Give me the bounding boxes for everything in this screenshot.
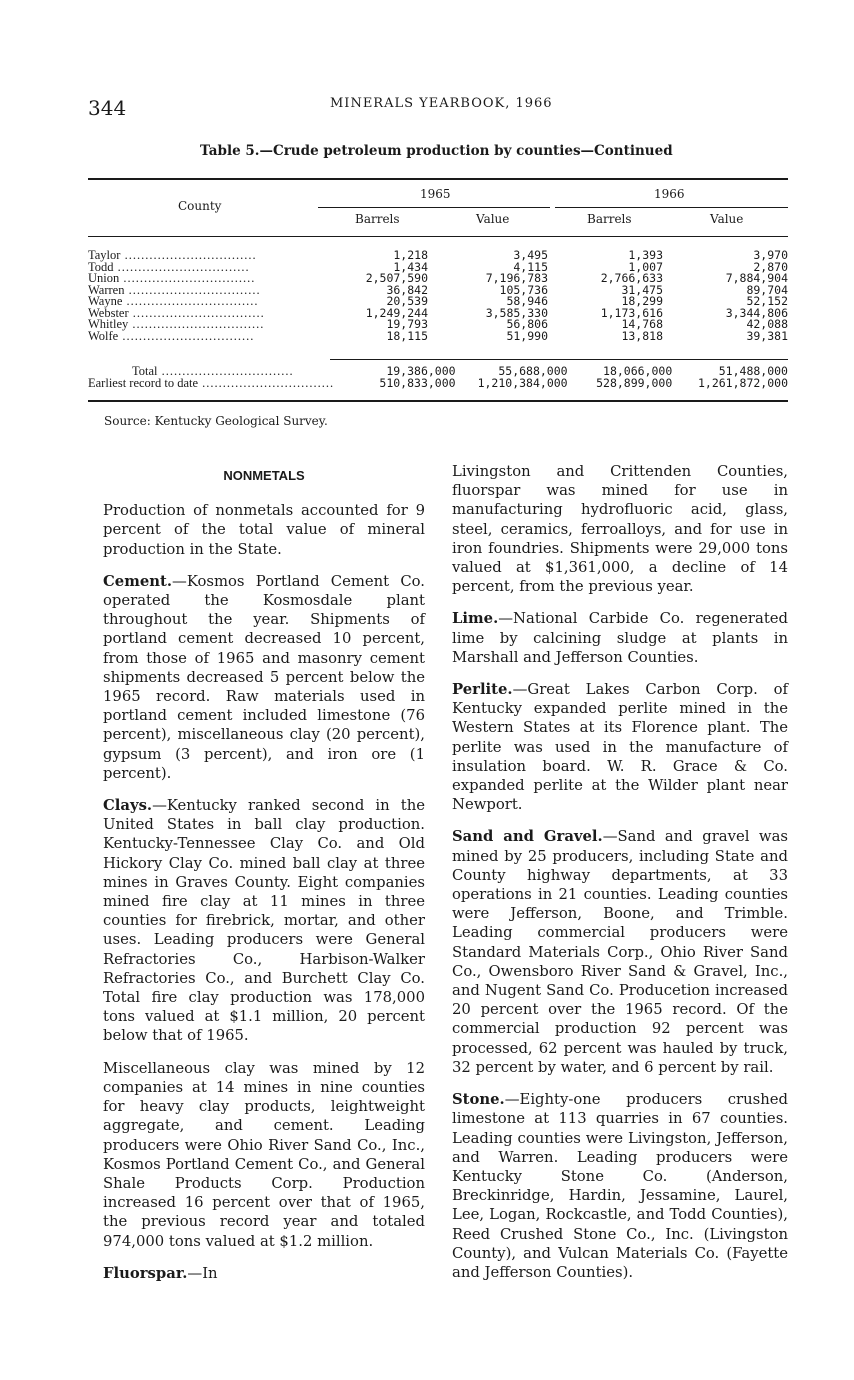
cell-barrels-1965: 36,842	[386, 282, 428, 297]
fluorspar-continuation: Livingston and Crittenden Counties, fluorspar was mined for use in manufacturing hydrofluoric acid, glass, steel, ceramics, ferroalloys, and for use in iron foundries. Shipments were 29,000 tons valued at $1,361,000, a decline of 14 percent, from the previous year.	[452, 463, 788, 596]
cement-run-in-head: Cement.	[103, 572, 173, 590]
cell-value-1966: 3,344,806	[725, 305, 788, 320]
col-header-county: County	[178, 199, 222, 213]
cell-barrels-1966: 1,393	[628, 248, 663, 262]
totals-table	[88, 366, 788, 389]
lime-run-in-head: Lime.	[452, 610, 499, 628]
clays-text: —Kentucky ranked second in the United States in ball clay production. Kentucky-Tennessee Clay Co. and Old Hickory Clay Co. mined ball clay at three mines in Graves County. Eight companies mined fire clay at 11 mines in three counties for firebrick, mortar, and other uses. Leading producers were General Refractories Co., Harbison-Walker Refractories Co., and Burchett Clay Co. Total fire clay production was 178,000 tons valued at $1.1 million, 20 percent below that of 1965.	[103, 797, 425, 1045]
cell-value-1966: 89,704	[746, 282, 788, 297]
stone-paragraph	[452, 1090, 788, 1282]
county-cell: Whitley .....	[88, 319, 328, 331]
table-title: Table 5.—Crude petroleum production by counties—Continued	[200, 143, 673, 159]
header-bottom-rule	[88, 236, 788, 237]
cell-barrels-1966: 18,299	[621, 294, 663, 308]
perlite-paragraph	[452, 680, 788, 814]
cell-value-1965: 4,115	[513, 259, 548, 274]
total-label: Total .....	[88, 366, 362, 378]
cell-value-1965: 3,495	[513, 248, 548, 262]
county-cell: Union .....	[88, 273, 328, 285]
cell-barrels-1966: 13,818	[621, 328, 663, 343]
col-header-barrels-1966: Barrels	[587, 212, 632, 226]
cell-value-1965: 58,946	[506, 294, 548, 308]
county-cell: Webster .....	[88, 308, 328, 320]
year-1966-rule	[555, 207, 788, 208]
cell-barrels-1965: 1,249,244	[365, 305, 428, 320]
production-table	[88, 250, 788, 342]
misc-clay-paragraph: Miscellaneous clay was mined by 12 companies at 14 mines in nine counties for heavy clay products, leightweight aggregate, and cement. Leading producers were Ohio River Sand Co., Inc., Kosmos Portland Cement Co., and General Shale Products Corp. Production increased 16 percent over that of 1965, the previous record year and totaled 974,000 tons valued at $1.2 million.	[103, 1059, 425, 1250]
cement-paragraph	[103, 572, 425, 783]
table-top-rule	[88, 178, 788, 180]
intro-paragraph: Production of nonmetals accounted for 9 percent of the total value of mineral production in the State.	[103, 502, 425, 558]
county-cell: Taylor .....	[88, 250, 328, 262]
earliest-record-row	[88, 378, 788, 390]
cell-barrels-1965: 510,833,000	[379, 375, 456, 390]
table-row	[88, 331, 788, 343]
section-heading-nonmetals: NONMETALS	[223, 468, 305, 483]
cell-value-1965: 1,210,384,000	[477, 375, 568, 390]
cell-barrels-1965: 18,115	[386, 328, 428, 343]
cell-barrels-1965: 2,507,590	[365, 271, 428, 285]
earliest-record-label: Earliest record to date .....	[88, 378, 362, 390]
cell-value-1965: 105,736	[499, 282, 548, 297]
perlite-text: —Great Lakes Carbon Corp. of Kentucky expanded perlite mined in the Western States at its Florence plant. The perlite was used in the manufacture of insulation board. W. R. Grace & Co. expanded perlite at the Wilder plant near Newport.	[452, 681, 788, 814]
sand-gravel-text: —Sand and gravel was mined by 25 producers, including State and County highway departments, at 33 operations in 21 counties. Leading counties were Jefferson, Boone, and Trimble. Leading commercial producers were Standard Materials Corp., Ohio River Sand Co., Owensboro River Sand & Gravel, Inc., and Nugent Sand Co. Producetion increased 20 percent over the 1965 record. Of the commercial production 92 percent was processed, 62 percent was hauled by truck, 32 percent by water, and 6 percent by rail.	[452, 828, 788, 1076]
cell-barrels-1966: 1,173,616	[600, 305, 663, 320]
cell-value-1965: 3,585,330	[485, 305, 548, 320]
cell-barrels-1966: 528,899,000	[596, 375, 673, 390]
col-header-barrels-1965: Barrels	[355, 212, 400, 226]
stone-text: —Eighty-one producers crushed limestone at 113 quarries in 67 counties. Leading counties were Livingston, Jefferson, and Warren. Leading producers were Kentucky Stone Co. (Anderson, Breckinridge, Hardin, Jessamine, Laurel, Lee, Logan, Rockcastle, and Todd Counties), Reed Crushed Stone Co., Inc. (Livingston County), and Vulcan Materials Co. (Fayette and Jefferson Counties).	[452, 1091, 788, 1281]
cell-value-1966: 52,152	[746, 294, 788, 308]
cell-barrels-1965: 1,218	[393, 248, 428, 262]
cement-text: —Kosmos Portland Cement Co. operated the Kosmosdale plant throughout the year. Shipments of portland cement decreased 10 percent, from those of 1965 and masonry cement shipments decreased 5 percent below the 1965 record. Raw materials used in portland cement included limestone (76 percent), miscellaneous clay (20 percent), gypsum (3 percent), and iron ore (1 percent).	[103, 572, 425, 782]
cell-barrels-1965: 20,539	[386, 294, 428, 308]
clays-run-in-head: Clays.	[103, 797, 153, 815]
cell-barrels-1965: 19,386,000	[386, 364, 456, 378]
cell-value-1966: 39,381	[746, 328, 788, 343]
cell-barrels-1966: 14,768	[621, 317, 663, 331]
stone-run-in-head: Stone.	[452, 1091, 505, 1109]
cell-value-1966: 2,870	[753, 259, 788, 274]
col-header-value-1966: Value	[710, 212, 744, 226]
right-text-column	[452, 462, 788, 1295]
cell-value-1966: 42,088	[746, 317, 788, 331]
cell-barrels-1965: 1,434	[393, 259, 428, 274]
totals-rule	[330, 359, 788, 360]
col-header-value-1965: Value	[476, 212, 510, 226]
cell-barrels-1965: 19,793	[386, 317, 428, 331]
sand-gravel-run-in-head: Sand and Gravel.	[452, 828, 603, 846]
cell-value-1966: 3,970	[753, 248, 788, 262]
cell-value-1966: 51,488,000	[718, 364, 788, 378]
cell-barrels-1966: 31,475	[621, 282, 663, 297]
fluorspar-text: —In	[187, 1264, 218, 1282]
clays-paragraph	[103, 796, 425, 1046]
fluorspar-paragraph	[103, 1264, 425, 1283]
sand-gravel-paragraph	[452, 827, 788, 1077]
county-cell: Wolfe .....	[88, 331, 328, 343]
lime-text: —National Carbide Co. regenerated lime by calcining sludge at plants in Marshall and Jefferson Counties.	[452, 610, 788, 666]
col-header-1966: 1966	[654, 187, 685, 201]
table-bottom-rule	[88, 400, 788, 402]
cell-barrels-1966: 2,766,633	[600, 271, 663, 285]
county-cell: Todd .....	[88, 262, 328, 274]
cell-value-1965: 51,990	[506, 328, 548, 343]
cell-value-1966: 1,261,872,000	[697, 375, 788, 390]
cell-value-1966: 7,884,904	[725, 271, 788, 285]
table-source-note: Source: Kentucky Geological Survey.	[104, 414, 328, 428]
cell-value-1965: 55,688,000	[498, 364, 568, 378]
perlite-run-in-head: Perlite.	[452, 681, 513, 699]
county-cell: Warren .....	[88, 285, 328, 297]
year-1965-rule	[318, 207, 550, 208]
lime-paragraph	[452, 609, 788, 667]
page-number: 344	[88, 96, 127, 120]
county-cell: Wayne .....	[88, 296, 328, 308]
col-header-1965: 1965	[420, 187, 451, 201]
cell-value-1965: 56,806	[506, 317, 548, 331]
cell-value-1965: 7,196,783	[485, 271, 548, 285]
running-title: MINERALS YEARBOOK, 1966	[330, 96, 553, 111]
cell-barrels-1966: 1,007	[628, 259, 663, 274]
left-text-column	[103, 462, 425, 1296]
cell-barrels-1966: 18,066,000	[603, 364, 673, 378]
fluorspar-run-in-head: Fluorspar.	[103, 1264, 188, 1282]
